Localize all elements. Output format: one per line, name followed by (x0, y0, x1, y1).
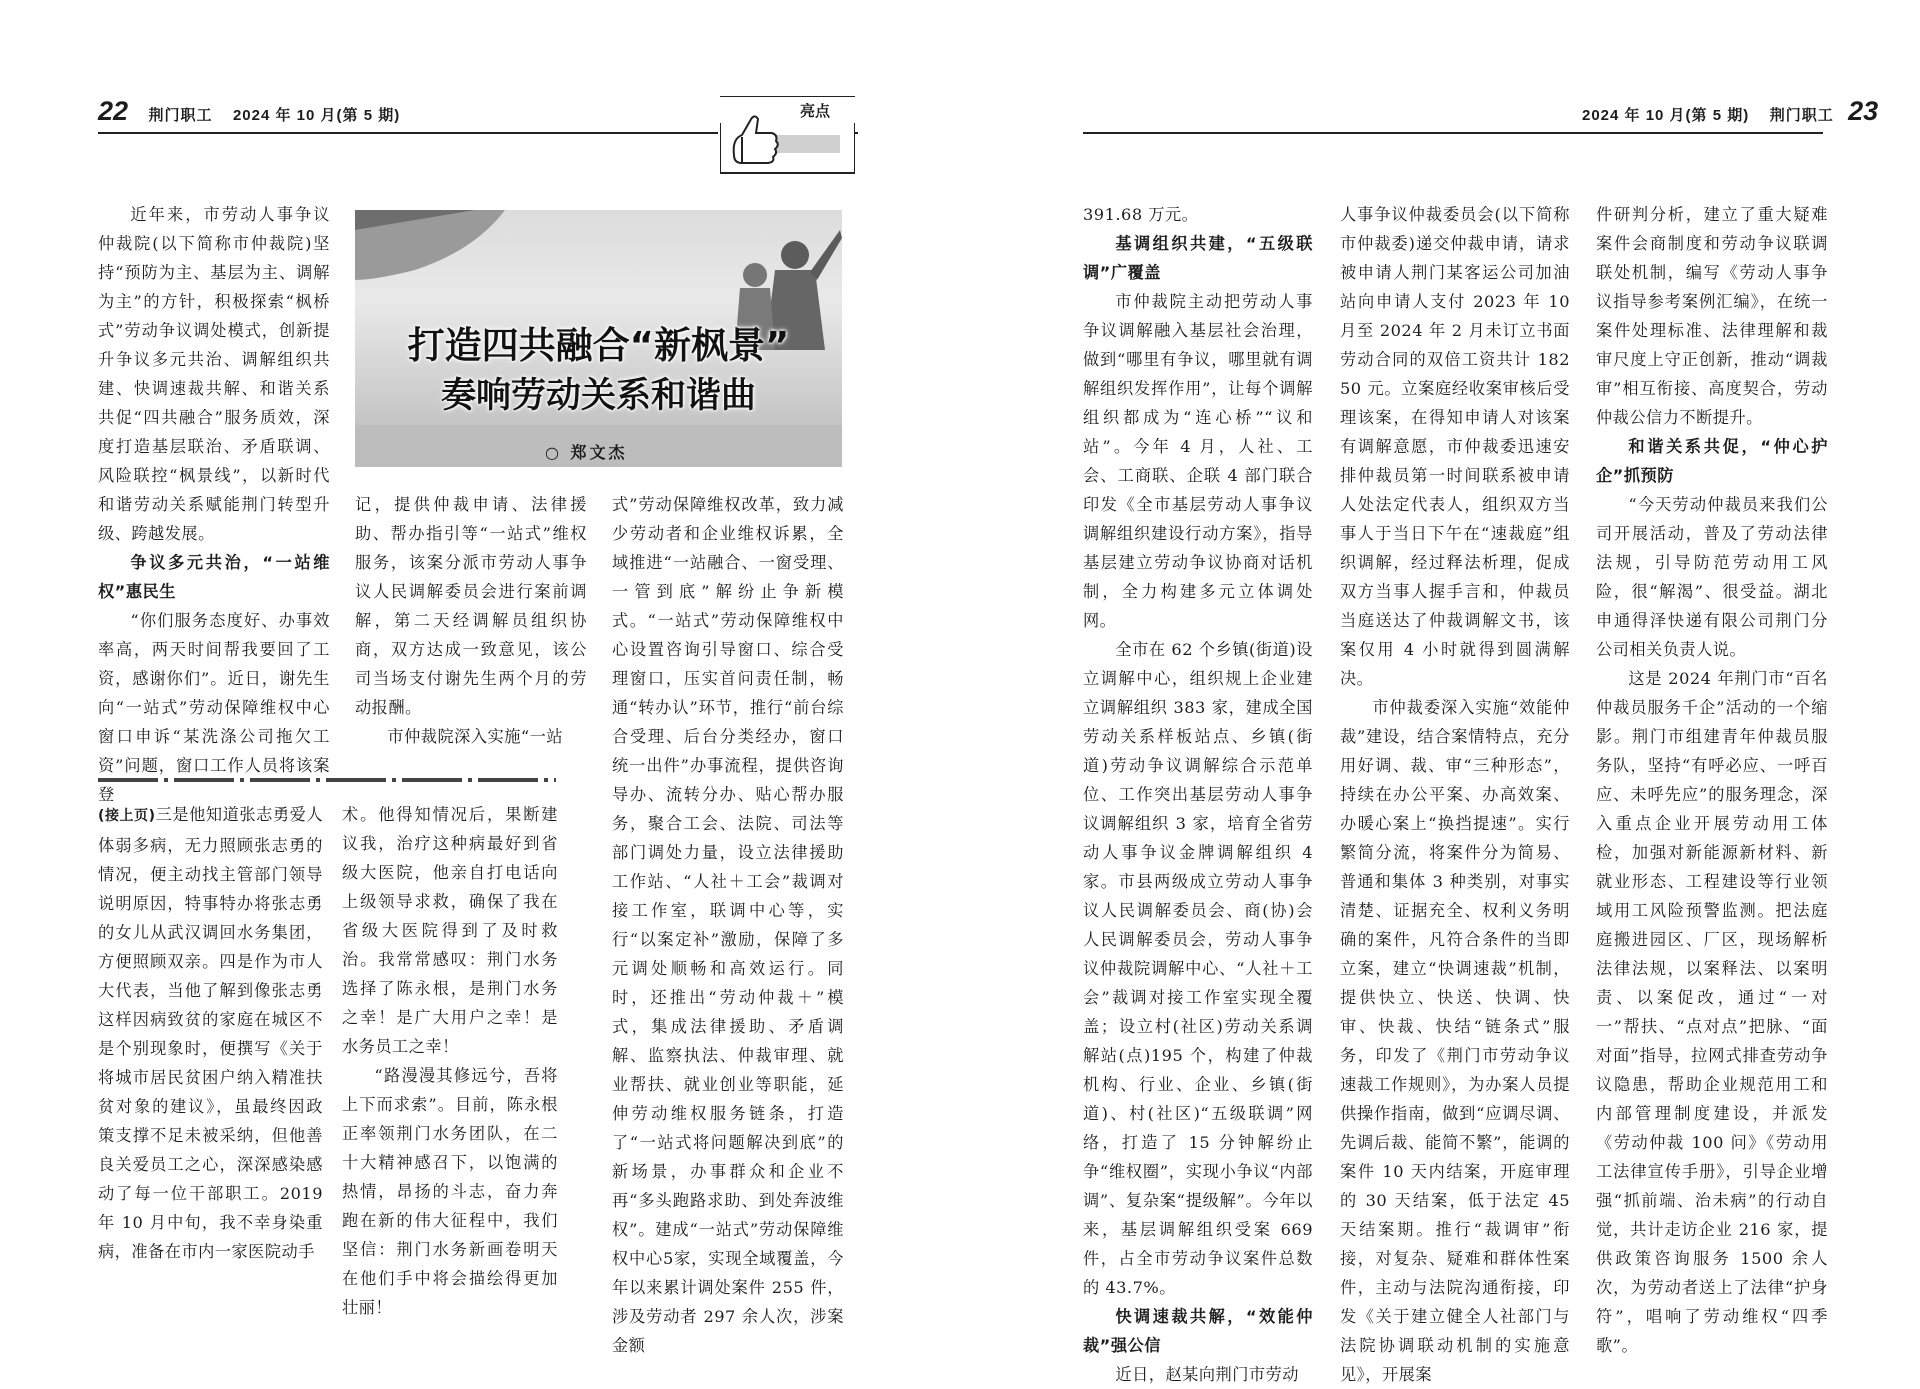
left-page-header (98, 96, 400, 127)
right-page-number: 23 (1848, 96, 1879, 126)
paragraph: 人事争议仲裁委员会(以下简称市仲裁委)递交仲裁申请，请求被申请人荆门某客运公司加油站向申请人支付 2023 年 10 月至 2024 年 2 月未订立书面劳动合同的双倍工资共计 18250 元。立案庭经收案审核后受理该案，在得知申请人对该案有调解意愿，市仲裁委迅速安排仲裁员第一时间联系被申请人处法定代表人，组织双方当事人于当日下午在“速裁庭”组织调解，经过释法析理，促成双方当事人握手言和，仲裁员当庭送达了仲裁调解文书，该案仅用 4 小时就得到圆满解决。 (1340, 205, 1570, 688)
section-heading: 争议多元共治，“一站维权”惠民生 (98, 553, 330, 601)
paragraph: 近年来，市劳动人事争议仲裁院(以下简称市仲裁院)坚持“预防为主、基层为主、调解为主”的方针，积极探索“枫桥式”劳动争议调处模式，创新提升争议多元共治、调解组织共建、快调速裁共解、和谐关系共促“四共融合”服务质效，深度打造基层联治、矛盾联调、风险联控“枫景线”，以新时代和谐劳动关系赋能荆门转型升级、跨越发展。 (98, 205, 330, 543)
paragraph: 391.68 万元。 (1083, 205, 1199, 224)
column-tag: 亮点 (800, 102, 831, 120)
paragraph: 件研判分析，建立了重大疑难案件会商制度和劳动争议联调联处机制，编写《劳动人事争议指导参考案例汇编》，在统一案件处理标准、法律理解和裁审尺度上守正创新，推动“调裁审”相互衔接、高度契合，劳动仲裁公信力不断提升。 (1596, 205, 1828, 427)
section-divider (98, 778, 556, 782)
paragraph: “路漫漫其修远兮，吾将上下而求索”。目前，陈永根正率领荆门水务团队，在二十大精神感召下，以饱满的热情，昂扬的斗志，奋力奔跑在新的伟大征程中，我们坚信：荆门水务新画卷明天在他们手中将会描绘得更加壮丽！ (342, 1066, 558, 1317)
thumbs-up-icon (720, 95, 855, 175)
left-publication-name: 荆门职工 (148, 107, 213, 124)
paragraph: 记，提供仲裁申请、法律援助、帮办指引等“一站式”维权服务，该案分派市劳动人事争议人民调解委员会进行案前调解，第二天经调解员组织协商，双方达成一致意见，该公司当场支付谢先生两个月的劳动报酬。 (355, 495, 587, 717)
article-column-2 (355, 490, 587, 751)
section-heading: 和谐关系共促，“仲心护企”抓预防 (1596, 437, 1828, 485)
paragraph: 市仲裁院主动把劳动人事争议调解融入基层社会治理，做到“哪里有争议，哪里就有调解组织发挥作用”，让每个调解组织都成为“连心桥”“议和站”。今年 4 月，人社、工会、工商联、企联 4 部门联合印发《全市基层劳动人事争议调解组织建设行动方案》，指导基层建立劳动争议协商对话机制，全力构建多元立体调处网。 (1083, 292, 1313, 630)
article-column-4 (1083, 200, 1313, 1389)
paragraph: (接上页)三是他知道张志勇爱人体弱多病，无力照顾张志勇的情况，便主动找主管部门领导说明原因，特事特办将张志勇的女儿从武汉调回水务集团，方便照顾双亲。四是作为市人大代表，当他了解到像张志勇这样因病致贫的家庭在城区不是个别现象时，便撰写《关于将城市居民贫困户纳入精准扶贫对象的建议》，虽最终因政策支撑不足未被采纳，但他善良关爱员工之心，深深感染感动了每一位干部职工。2019 年 10 月中旬，我不幸身染重病，准备在市内一家医院动手 (98, 805, 324, 1261)
right-issue-date: 2024 年 10 月(第 5 期) (1582, 107, 1750, 124)
right-header-rule (1083, 132, 1823, 134)
article-column-6 (1596, 200, 1828, 1360)
article-title-line2: 奏响劳动关系和谐曲 (440, 376, 756, 416)
left-page-number: 22 (98, 96, 129, 126)
continued-from-label: (接上页) (98, 808, 156, 824)
paragraph: “你们服务态度好、办事效率高，两天时间帮我要回了工资，感谢你们”。近日，谢先生向“一站式”劳动保障维权中心窗口申诉“某洗涤公司拖欠工资”问题，窗口工作人员将该案登 (98, 611, 330, 804)
paragraph: 式”劳动保障维权改革，致力减少劳动者和企业维权诉累，全域推进“一站融合、一窗受理、一管到底”解纷止争新模式。“一站式”劳动保障维权中心设置咨询引导窗口、综合受理窗口，压实首问责任制，畅通“转办认”环节，推行“前台综合受理、后台分类经办，窗口统一出件”办事流程，提供咨询导办、流转分办、贴心帮办服务，聚合工会、法院、司法等部门调处力量，设立法律援助工作站、“人社＋工会”裁调对接工作室，联调中心等，实行“以案定补”激励，保障了多元调处顺畅和高效运行。同时，还推出“劳动仲裁＋”模式，集成法律援助、矛盾调解、监察执法、仲裁审理、就业帮扶、就业创业等职能，延伸劳动维权服务链条，打造了“一站式将问题解决到底”的新场景，办事群众和企业不再“多头跑路求助、到处奔波维权”。建成“一站式”劳动保障维权中心5家，实现全域覆盖，今年以来累计调处案件 255 件，涉及劳动者 297 余人次，涉案金额 (612, 495, 844, 1355)
article-author: ○ 郑文杰 (545, 443, 628, 462)
section-heading: 基调组织共建，“五级联调”广覆盖 (1083, 234, 1313, 282)
article-title-line1: 打造四共融合“新枫景” (407, 324, 790, 367)
paragraph: 近日，赵某向荆门市劳动 (1115, 1365, 1299, 1384)
left-issue-date: 2024 年 10 月(第 5 期) (232, 107, 401, 124)
continuation-column-a (98, 800, 323, 1266)
paragraph: 这是 2024 年荆门市“百名仲裁员服务千企”活动的一个缩影。荆门市组建青年仲裁员服务队，坚持“有呼必应、一呼百应、未呼先应”的服务理念，深入重点企业开展劳动用工体检，加强对新能源新材料、新就业形态、工程建设等行业领域用工风险预警监测。把法庭庭搬进园区、厂区，现场解析法律法规，以案释法、以案明责、以案促改，通过“一对一”帮扶、“点对点”把脉、“面对面”指导，拉网式排查劳动争议隐患，帮助企业规范用工和内部管理制度建设，并派发《劳动仲裁 100 问》《劳动用工法律宣传手册》，引导企业增强“抓前端、治未病”的行动自觉，共计走访企业 216 家，提供政策咨询服务 1500 余人次，为劳动者送上了法律“护身符”，唱响了劳动维权“四季歌”。 (1596, 669, 1828, 1355)
article-column-1 (98, 200, 330, 809)
section-heading: 快调速裁共解，“效能仲裁”强公信 (1083, 1307, 1313, 1355)
left-header-rule (98, 132, 718, 134)
paragraph: 市仲裁院深入实施“一站 (387, 727, 564, 746)
article-title-banner (355, 210, 842, 467)
paragraph: 术。他得知情况后，果断建议我，治疗这种病最好到省级大医院，他亲自打电话向上级领导求救，确保了我在省级大医院得到了及时救治。我常常感叹：荆门水务选择了陈永根，是荆门水务之幸！是广大用户之幸！是水务员工之幸！ (342, 805, 558, 1056)
article-column-3 (612, 490, 844, 1360)
right-publication-name: 荆门职工 (1769, 107, 1834, 124)
paragraph: 市仲裁委深入实施“效能仲裁”建设，结合案情特点，充分用好调、裁、审“三种形态”，持续在办公平案、办高效案、办暖心案上“换挡提速”。实行繁简分流，将案件分为简易、普通和集体 3 种类别，对事实清楚、证据充全、权利义务明确的案件，凡符合条件的当即立案，建立“快调速裁”机制，提供快立、快送、快调、快审、快裁、快结“链条式”服务，印发了《荆门市劳动争议速裁工作规则》，为办案人员提供操作指南，做到“应调尽调、先调后裁、能简不繁”，能调的案件 10 天内结案，开庭审理的 30 天结案，低于法定 45 天结案期。推行“裁调审”衔接，对复杂、疑难和群体性案件，主动与法院沟通衔接，印发《关于建立健全人社部门与法院协调联动机制的实施意见》，开展案 (1340, 698, 1570, 1384)
paragraph: 全市在 62 个乡镇(街道)设立调解中心，组织规上企业建立调解组织 383 家，建成全国劳动关系样板站点、乡镇(街道)劳动争议调解综合示范单位、工作突出基层劳动人事争议调解组织 3 家，培育全省劳动人事争议金牌调解组织 4 家。市县两级成立劳动人事争议人民调解委员会、商(协)会人民调解委员会，劳动人事争议仲裁院调解中心、“人社＋工会”裁调对接工作室实现全覆盖；设立村(社区)劳动关系调解站(点)195 个，构建了仲裁机构、行业、企业、乡镇(街道)、村(社区)“五级联调”网络，打造了 15 分钟解纷止争“维权圈”，实现小争议“内部调”、复杂案“提级解”。今年以来，基层调解组织受案 669 件，占全市劳动争议案件总数的 43.7%。 (1083, 640, 1313, 1297)
paragraph: “今天劳动仲裁员来我们公司开展活动，普及了劳动法律法规，引导防范劳动用工风险，很“解渴”、很受益。湖北申通得泽快递有限公司荆门分公司相关负责人说。 (1596, 495, 1828, 659)
right-page-header (1566, 96, 1878, 127)
article-column-5 (1340, 200, 1570, 1389)
continuation-column-b (342, 800, 558, 1322)
